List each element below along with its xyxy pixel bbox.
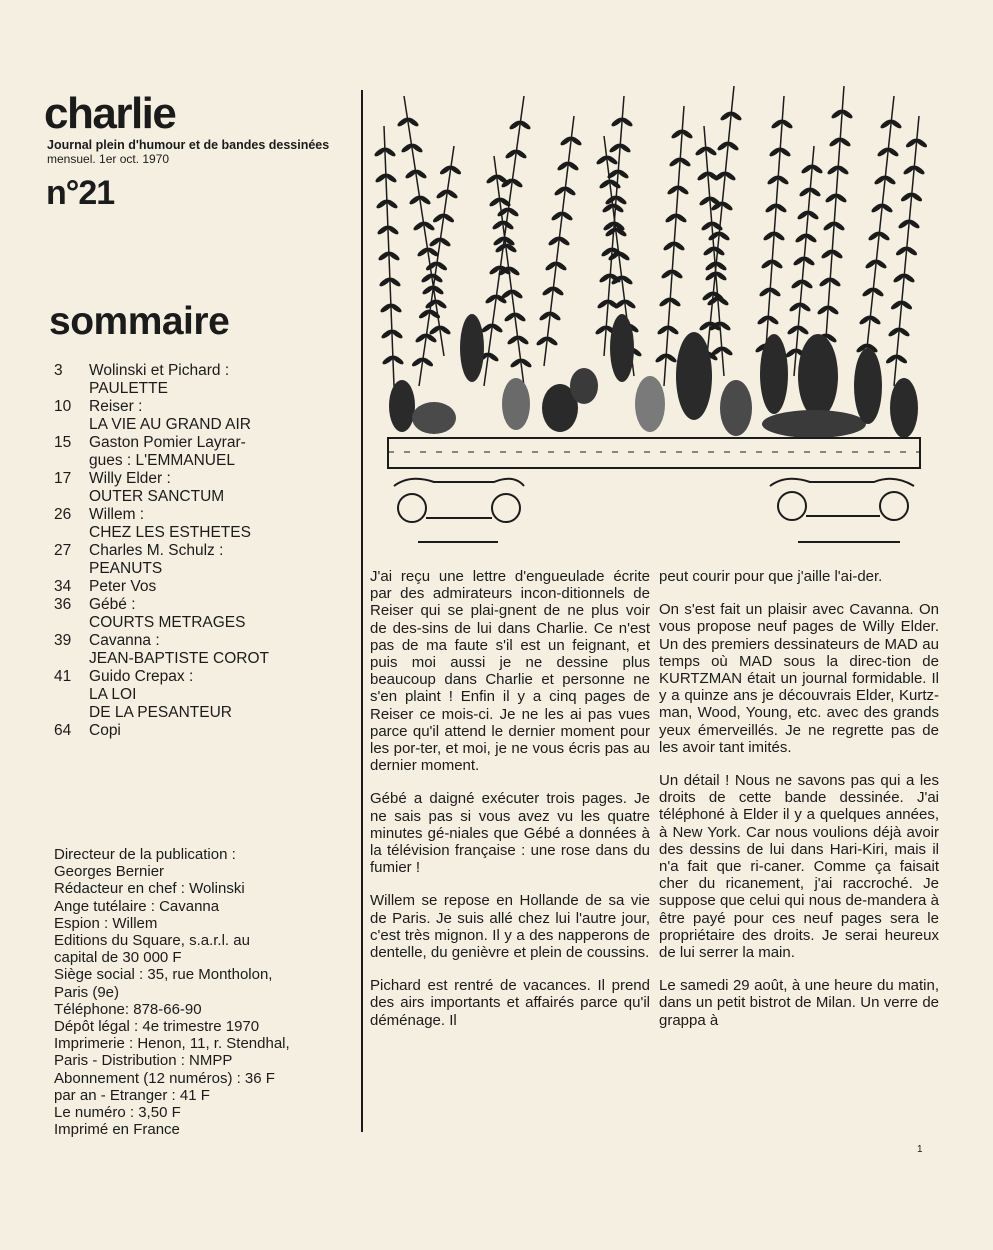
toc-row <box>54 488 344 506</box>
toc-page-number <box>54 452 89 470</box>
toc-page-number <box>54 614 89 632</box>
toc-row <box>54 506 344 524</box>
toc-entry-text: Reiser : <box>89 398 143 415</box>
toc-page-number: 15 <box>54 434 72 451</box>
toc-row <box>54 416 344 434</box>
toc-row <box>54 722 344 740</box>
sommaire-title: sommaire <box>49 300 230 343</box>
credit-line: Paris (9e) <box>54 983 120 1001</box>
credit-line: Directeur de la publication : <box>54 846 236 863</box>
editorial-paragraph: peut courir pour que j'aille l'ai-der. <box>659 568 883 585</box>
toc-page-number: 39 <box>54 632 72 649</box>
reed-plants <box>374 86 928 386</box>
editorial-paragraph: Pichard est rentré de vacances. Il prend des airs importants et affairés parce qu'il déménage. Il <box>370 977 650 1029</box>
page-number: 1 <box>917 1144 923 1155</box>
toc-entry-text: Gaston Pomier Layrar- <box>89 434 246 451</box>
toc-row <box>54 398 344 416</box>
toc-page-number <box>54 380 89 398</box>
credit-line: par an - Etranger : 41 F <box>54 1086 210 1104</box>
toc-page-number <box>54 560 89 578</box>
toc-page-number <box>54 704 89 722</box>
editorial-paragraph: Willem se repose en Hollande de sa vie de Paris. Je suis allé chez lui l'autre jour, c'est très mignon. Il y a des napperons de dentelle, du genièvre et plein de coussins. <box>370 892 650 962</box>
toc-row <box>54 470 344 488</box>
figures-silhouettes <box>389 314 918 438</box>
ink-illustration <box>374 86 934 558</box>
toc-entry-text: DE LA PESANTEUR <box>89 704 232 721</box>
toc-entry-text: PAULETTE <box>89 380 168 397</box>
credit-line: Le numéro : 3,50 F <box>54 1104 181 1122</box>
toc-entry-text: Cavanna : <box>89 632 160 649</box>
toc-entry-text: JEAN-BAPTISTE COROT <box>89 650 269 667</box>
toc-entry-text: LA VIE AU GRAND AIR <box>89 416 251 433</box>
toc-row <box>54 578 344 596</box>
toc-row <box>54 632 344 650</box>
toc-entry-text: Willem : <box>89 506 145 523</box>
toc-page-number: 36 <box>54 596 72 613</box>
credit-line: Imprimerie : Henon, 11, r. Stendhal, <box>54 1035 290 1053</box>
credit-line: Imprimé en France <box>54 1121 180 1139</box>
masthead-date: mensuel. 1er oct. 1970 <box>47 152 170 166</box>
credit-line: Georges Bernier <box>54 863 165 881</box>
toc-page-number: 26 <box>54 506 72 523</box>
publication-credits <box>54 846 350 1138</box>
toc-row <box>54 704 344 722</box>
toc-entry-text: COURTS METRAGES <box>89 614 246 631</box>
toc-row <box>54 614 344 632</box>
stone-lintel <box>388 438 920 468</box>
toc-row <box>54 542 344 560</box>
toc-page-number: 41 <box>54 668 72 685</box>
toc-page-number: 27 <box>54 542 72 559</box>
table-of-contents <box>54 362 344 740</box>
toc-page-number <box>54 686 89 704</box>
credit-line: Abonnement (12 numéros) : 36 F <box>54 1069 275 1087</box>
editorial-paragraph: Gébé a daigné exécuter trois pages. Je ne sais pas si vous avez vu les quatre minutes gé-niales que Gébé a données à la télévision française : une rose dans du fumier ! <box>370 790 650 877</box>
toc-row <box>54 380 344 398</box>
toc-row <box>54 686 344 704</box>
editorial-paragraph: Un détail ! Nous ne savons pas qui a les droits de cette bande dessinée. J'ai téléphoné à Elder il y a quelques années, à New York. Car nous voulions déjà avoir des dessins de lui dans Hari-Kiri, mais il n'a fait que ri-caner. Comme ça faisait cher du ricanement, j'ai raccroché. Je suppose que celui qui nous de-mandera à être payé pour ces neuf pages sera le propriétaire des droits. Je serai heureux de lui serrer la main. <box>659 772 939 962</box>
toc-page-number <box>54 416 89 434</box>
toc-entry-text: OUTER SANCTUM <box>89 488 225 505</box>
toc-page-number: 3 <box>54 362 63 379</box>
toc-row <box>54 650 344 668</box>
toc-entry-text: Gébé : <box>89 596 136 613</box>
toc-entry-text: Copi <box>89 722 121 739</box>
toc-page-number <box>54 488 89 506</box>
toc-entry-text: CHEZ LES ESTHETES <box>89 524 251 541</box>
ionic-capital-right <box>770 479 914 542</box>
toc-page-number: 34 <box>54 578 72 595</box>
ionic-capital-left <box>394 479 524 542</box>
toc-entry-text: Willy Elder : <box>89 470 171 487</box>
toc-entry-text: Guido Crepax : <box>89 668 194 685</box>
toc-entry-text: Wolinski et Pichard : <box>89 362 230 379</box>
credit-line: capital de 30 000 F <box>54 949 182 967</box>
editorial-column-1 <box>370 568 650 1045</box>
toc-page-number <box>54 650 89 668</box>
toc-row <box>54 560 344 578</box>
credit-line: Paris - Distribution : NMPP <box>54 1052 233 1070</box>
credit-line: Rédacteur en chef : Wolinski <box>54 880 245 898</box>
editorial-column-2 <box>659 568 939 1045</box>
credit-line: Téléphone: 878-66-90 <box>54 1000 202 1018</box>
toc-row <box>54 434 344 452</box>
issue-number: n°21 <box>46 174 115 212</box>
credit-line: Ange tutélaire : Cavanna <box>54 897 220 915</box>
toc-entry-text: Charles M. Schulz : <box>89 542 224 559</box>
masthead-subtitle: Journal plein d'humour et de bandes dessinées <box>47 138 330 152</box>
toc-page-number: 64 <box>54 722 72 739</box>
toc-page-number: 17 <box>54 470 72 487</box>
toc-entry-text: LA LOI <box>89 686 137 703</box>
editorial-paragraph: Le samedi 29 août, à une heure du matin, dans un petit bistrot de Milan. Un verre de grappa à <box>659 977 939 1029</box>
editorial-paragraph: On s'est fait un plaisir avec Cavanna. On vous propose neuf pages de Willy Elder. Un des premiers dessinateurs de MAD au temps où MAD sous la direc-tion de KURTZMAN était un journal formidable. Il y a quinze ans je découvrais Elder, Kurtz-man, Wood, Young, etc. avec des grands yeux émerveillés. Je ne regrette pas de les avoir tant imités. <box>659 601 939 756</box>
editorial-paragraph: J'ai reçu une lettre d'engueulade écrite par des admirateurs incon-ditionnels de Reiser qui se plai-gnent de ne plus voir de des-sins de lui dans Charlie. Ce n'est pas de ma faute s'il est un feignant, et puis moi aussi je ne dessine plus beaucoup dans Charlie et personne ne s'en plaint ! Enfin il y a cinq pages de Reiser ce mois-ci. Je ne les ai pas vues parce qu'il attend le dernier moment pour les por-ter, et moi, je ne vous écris pas au dernier moment. <box>370 568 650 775</box>
credit-line: Editions du Square, s.a.r.l. au <box>54 932 250 950</box>
credit-line: Espion : Willem <box>54 914 158 932</box>
toc-row <box>54 524 344 542</box>
toc-entry-text: gues : L'EMMANUEL <box>89 452 235 469</box>
toc-page-number: 10 <box>54 398 72 415</box>
credit-line: Dépôt légal : 4e trimestre 1970 <box>54 1018 260 1036</box>
masthead-title: charlie <box>44 89 176 138</box>
toc-row <box>54 668 344 686</box>
toc-row <box>54 452 344 470</box>
toc-page-number <box>54 524 89 542</box>
toc-entry-text: Peter Vos <box>89 578 157 595</box>
toc-row <box>54 362 344 380</box>
column-divider <box>361 90 363 1132</box>
toc-entry-text: PEANUTS <box>89 560 163 577</box>
toc-row <box>54 596 344 614</box>
credit-line: Siège social : 35, rue Montholon, <box>54 966 273 984</box>
